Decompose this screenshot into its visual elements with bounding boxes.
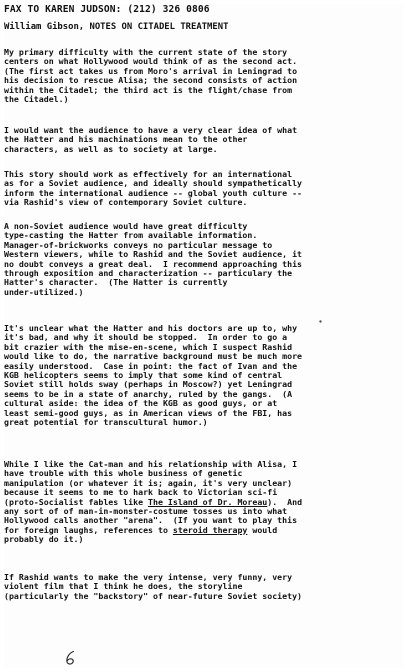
text-line: it's bad, and why it should be stopped. In order to go a	[4, 332, 288, 343]
text-line: no doubt conveys a great deal. I recommend approaching this	[4, 258, 303, 269]
text-line-moreau: (proto-Socialist fables like The Island of Dr. Moreau). And	[4, 496, 303, 507]
text-line: great potential for transcultural humor.)	[4, 417, 208, 428]
text-line: because it seems to me to hark back to Victorian sci-fi	[4, 487, 278, 498]
text-line: the Citadel.)	[4, 94, 69, 105]
text-line: inform the international audience -- global youth culture --	[4, 187, 303, 198]
text-line: within the Citadel; the third act is the flight/chase from	[4, 84, 293, 95]
text-line: I would want the audience to have a very clear idea of what	[4, 125, 298, 135]
text-line: easily understood. Case in point: the fact of Ivan and the	[4, 360, 298, 371]
text-line: manipulation (or whatever it is; again, it's very unclear)	[4, 477, 293, 488]
paragraph-international-audience	[4, 170, 302, 208]
text-line: This story should work as effectively for an international	[4, 169, 293, 179]
text-line: would like to do, the narrative background must be much more	[4, 351, 303, 362]
paragraph-cat-man	[4, 460, 302, 545]
fax-header: FAX TO KAREN JUDSON: (212) 326 0806	[4, 4, 210, 15]
handwritten-page-number	[64, 650, 78, 666]
text-line: as for a Soviet audience, and ideally should sympathetically	[4, 178, 303, 189]
text-line: Soviet still holds sway (perhaps in Moscow?) yet Leningrad	[4, 379, 293, 390]
text-line: centers on what Hollywood would think of as the second act.	[4, 56, 298, 67]
text-line: KGB helicopters seems to imply that some kind of central	[4, 370, 283, 381]
text-line: the Hatter and his machinations mean to the other	[4, 134, 248, 145]
text-line: characters, as well as to society at large.	[4, 143, 218, 154]
text-line: (The first act takes us from Moro's arrival in Leningrad to	[4, 65, 298, 76]
document-title: William Gibson, NOTES ON CITADEL TREATMENT	[4, 22, 229, 32]
text-line: Hatter's character. (The Hatter is currently	[4, 277, 228, 288]
text-line: his decision to rescue Alisa; the second consists of action	[4, 75, 298, 86]
fax-speck	[319, 320, 322, 323]
text-line: type-casting the Hatter from available information.	[4, 230, 258, 241]
text-line: through exposition and characterization -- particulary the	[4, 268, 293, 279]
text-line: My primary difficulty with the current state of the story	[4, 47, 288, 57]
text-line: have trouble with this whole business of genetic	[4, 468, 243, 479]
text-line: (particularly the "backstory" of near-future Soviet society)	[4, 590, 303, 601]
text-line: under-utilized.)	[4, 286, 84, 297]
paragraph-non-soviet-audience	[4, 222, 302, 297]
text-line: cultural aside: the idea of the KGB as good guys, or at	[4, 398, 278, 409]
text-line: violent film that I think he does, the storyline	[4, 581, 243, 592]
text-line: least semi-good guys, as in American views of the FBI, has	[4, 407, 293, 418]
paragraph-hatter-doctors	[4, 324, 302, 427]
text-line: Hollywood calls another "arena". (If you want to play this	[4, 515, 298, 526]
text-line: bit crazier with the mise-en-scene, which I suspect Rashid	[4, 341, 293, 352]
text-line: While I like the Cat-man and his relationship with Alisa, I	[4, 459, 298, 469]
text-line-steroid: for foreign laughs, references to steroid therapy would	[4, 524, 278, 535]
text-line: probably do it.)	[4, 534, 84, 545]
text-line: via Rashid's view of contemporary Soviet culture.	[4, 197, 248, 208]
text-line: any sort of of man-in-monster-costume tosses us into what	[4, 506, 288, 517]
paragraph-second-act	[4, 48, 297, 104]
underlined-phrase: steroid therapy	[172, 524, 248, 535]
fax-page	[4, 4, 403, 668]
text-line: A non-Soviet audience would have great difficulty	[4, 221, 248, 231]
text-line: If Rashid wants to make the very intense, very funny, very	[4, 572, 293, 582]
text-line: Western viewers, while to Rashid and the Soviet audience, it	[4, 249, 303, 260]
underlined-phrase: The Island of Dr. Moreau	[148, 496, 268, 507]
paragraph-rashid-film	[4, 573, 302, 601]
text-line: seems to be in a state of anarchy, ruled by the gangs. (A	[4, 388, 293, 399]
text-line: It's unclear what the Hatter and his doctors are up to, why	[4, 323, 298, 333]
text-line: Manager-of-brickworks conveys no particular message to	[4, 239, 273, 250]
paragraph-hatter-clarity	[4, 126, 297, 154]
